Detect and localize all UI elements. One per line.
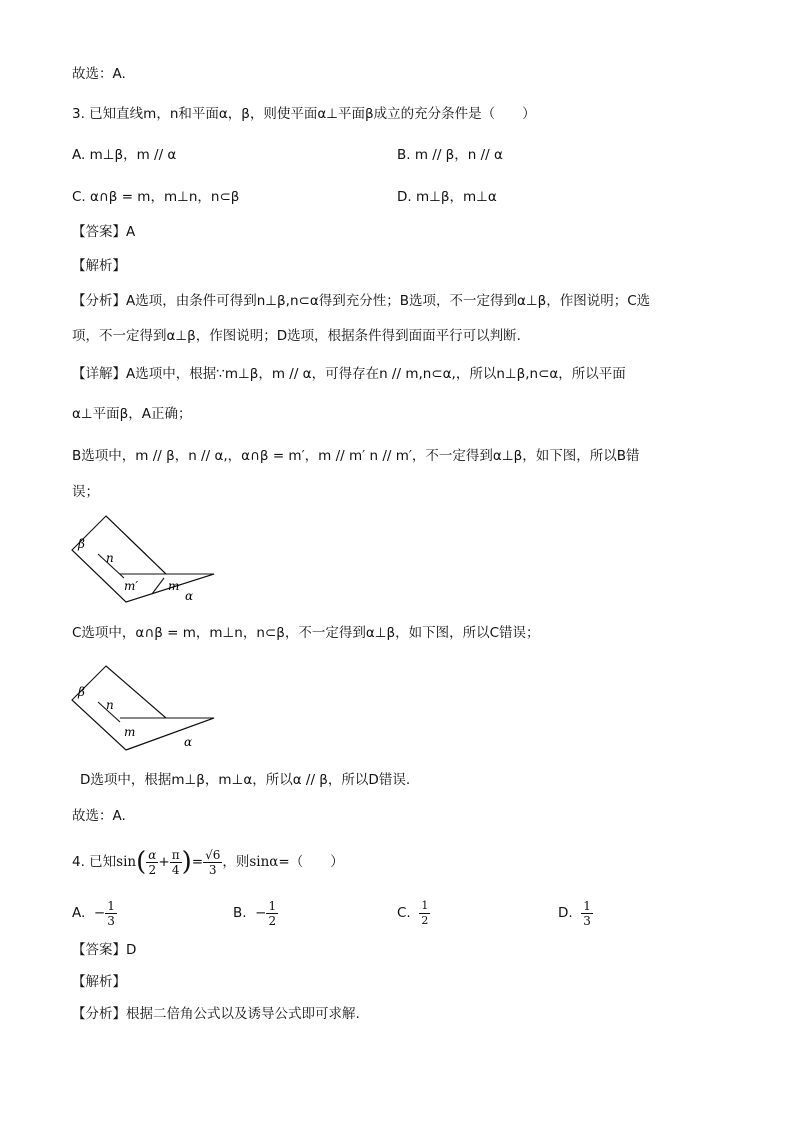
q4-option-c-label: C. [397, 905, 411, 921]
q4-sin-alpha: sinα [249, 854, 279, 870]
q4-prefix: 4. 已知 [72, 854, 117, 870]
figure-c-plane-beta-edge [72, 700, 126, 750]
q4-option-b-sign: − [255, 905, 267, 921]
figure-b-label-alpha: α [185, 589, 194, 603]
figure-c-label-beta: β [78, 685, 85, 699]
q4-option-d-label: D. [558, 905, 573, 921]
q3-option-b-explanation: B选项中，m // β，n // α,，α∩β = m′，m // m′ n // m′，不一定得到α⊥β，如下图，所以B错 [72, 448, 640, 464]
figure-c-label-m: m [124, 725, 136, 739]
q3-option-d-explanation: D选项中，根据m⊥β，m⊥α，所以α // β，所以D错误. [80, 772, 411, 788]
conclusion-line: 故选：A. [72, 66, 126, 82]
figure-option-b [70, 512, 230, 612]
figure-b-label-m-prime: m′ [124, 579, 139, 593]
q4-option-a-den: 3 [107, 913, 115, 928]
q3-option-b: B. m // β，n // α [397, 147, 503, 163]
q4-option-a-label: A. [72, 905, 86, 921]
figure-c-label-n: n [106, 698, 114, 712]
q4-sin: sin [116, 854, 137, 870]
figure-c-label-alpha: α [184, 735, 193, 749]
figure-option-c [70, 662, 230, 762]
q4-frac-pi [170, 848, 182, 877]
q3-option-b-explanation-cont: 误； [72, 484, 99, 500]
q4-paren-open: ( [136, 847, 147, 877]
q4-frac-pi-num: π [171, 847, 180, 862]
question-4 [72, 840, 344, 884]
figure-b-label-n: n [106, 551, 114, 565]
q4-option-b-den: 2 [268, 913, 277, 928]
q4-option-a [72, 896, 117, 930]
q4-tail: =（ ） [278, 854, 344, 870]
q4-equals: = [191, 854, 204, 870]
q4-frac-rhs-den: 3 [208, 862, 217, 877]
q3-analysis-line-2: 项，不一定得到α⊥β，作图说明；D选项，根据条件得到面面平行可以判断. [72, 328, 521, 344]
q4-frac-alpha-den: 2 [148, 862, 157, 877]
figure-b-label-beta: β [78, 537, 85, 551]
q3-option-c-explanation: C选项中，α∩β = m，m⊥n，n⊂β，不一定得到α⊥β，如下图，所以C错误； [72, 625, 540, 641]
figure-b-fold-edge [106, 516, 166, 574]
q3-option-d: D. m⊥β，m⊥α [397, 189, 497, 205]
q4-answer: 【答案】D [72, 942, 137, 958]
figure-c-plane-alpha-edge [126, 718, 214, 750]
q4-option-a-sign: − [93, 905, 106, 921]
q3-option-a: A. m⊥β，m // α [72, 147, 177, 163]
q3-option-c: C. α∩β = m，m⊥n，n⊂β [72, 189, 240, 205]
q3-detail-line-2: α⊥平面β，A正确； [72, 406, 192, 422]
q4-option-d-den: 3 [583, 913, 591, 928]
figure-b-label-m: m [168, 579, 180, 593]
q4-option-b [233, 896, 278, 930]
q3-answer: 【答案】A [72, 224, 136, 240]
q4-analysis-heading: 【解析】 [72, 974, 126, 990]
question-3: 3. 已知直线m，n和平面α，β，则使平面α⊥平面β成立的充分条件是（ ） [72, 106, 536, 122]
q4-option-c-num: 1 [421, 898, 429, 912]
q4-plus: + [158, 854, 170, 870]
q4-analysis-line: 【分析】根据二倍角公式以及诱导公式即可求解. [72, 1006, 360, 1022]
q3-analysis-heading: 【解析】 [72, 258, 126, 274]
q4-frac-alpha-num: α [148, 847, 157, 862]
q4-paren-close: ) [181, 847, 192, 877]
q3-conclusion: 故选：A. [72, 808, 126, 824]
figure-c-outline [72, 666, 214, 750]
figure-c-fold-edge [106, 666, 166, 718]
q4-frac-rhs [203, 848, 222, 877]
figure-b-plane-beta-edge [72, 550, 126, 602]
q4-option-d [558, 896, 593, 930]
q4-option-b-num: 1 [268, 898, 277, 913]
q4-option-c [397, 896, 430, 930]
q3-analysis-line-1: 【分析】A选项，由条件可得到n⊥β,n⊂α得到充分性；B选项，不一定得到α⊥β，作图说明；C选 [72, 293, 651, 309]
q4-option-a-num: 1 [107, 898, 115, 913]
q4-option-c-den: 2 [421, 913, 429, 927]
q3-detail-line-1: 【详解】A选项中，根据∵m⊥β，m // α，可得存在n // m,n⊂α,，所以n⊥β,n⊂α，所以平面 [72, 366, 626, 382]
q4-option-b-label: B. [233, 905, 247, 921]
q4-frac-pi-den: 4 [171, 862, 180, 877]
q4-option-d-num: 1 [583, 898, 591, 913]
q4-frac-alpha [146, 848, 158, 877]
q4-then: ，则 [222, 854, 250, 870]
q4-frac-rhs-num: √6 [205, 847, 221, 862]
